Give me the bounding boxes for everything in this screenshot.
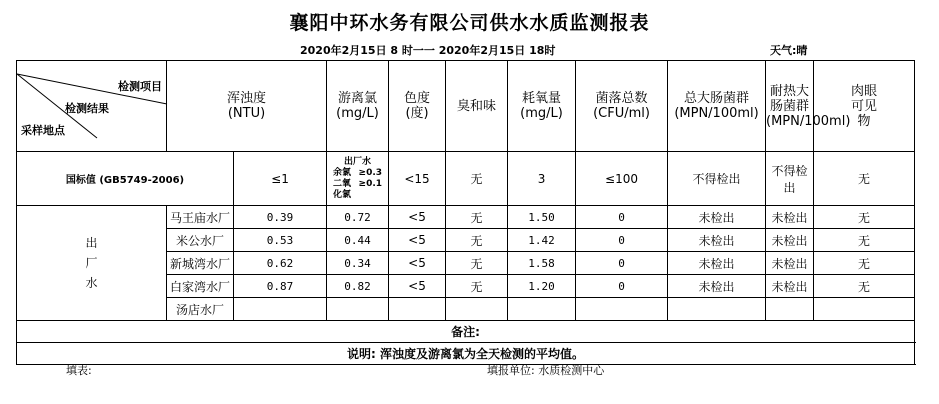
std-color: <15 (389, 152, 446, 206)
coliform-value: 未检出 (668, 252, 766, 275)
std-residual-chlorine-value: ≥0.3 (358, 167, 383, 178)
coliform-value (668, 298, 766, 321)
thermo-coliform-value: 未检出 (766, 206, 814, 229)
chlorine-value: 0.72 (327, 206, 389, 229)
visible-value: 无 (814, 252, 915, 275)
chlorine-value: 0.82 (327, 275, 389, 298)
visible-value: 无 (814, 206, 915, 229)
plant-name: 白家湾水厂 (167, 275, 234, 298)
col-coliform: 总大肠菌群 (MPN/100ml) (668, 61, 766, 152)
col-colony: 菌落总数 (CFU/ml) (576, 61, 668, 152)
odor-value (446, 298, 508, 321)
coliform-value: 未检出 (668, 275, 766, 298)
plant-name: 汤店水厂 (167, 298, 234, 321)
visible-value: 无 (814, 229, 915, 252)
std-residual-chlorine-name: 余氯 (333, 167, 352, 178)
standard-row (17, 152, 915, 206)
report-period: 2020年2月15日 8 时一一 2020年2月15日 18时 (300, 44, 556, 57)
weather-text: 天气:晴 (770, 44, 808, 57)
reporting-unit: 填报单位: 水质检测中心 (487, 364, 605, 377)
odor-value: 无 (446, 275, 508, 298)
visible-value (814, 298, 915, 321)
std-chlorine (327, 152, 389, 206)
coliform-value: 未检出 (668, 229, 766, 252)
std-chlorine-title: 出厂水 (344, 156, 372, 167)
color-value: <5 (389, 275, 446, 298)
std-thermo-coliform: 不得检出 (766, 152, 814, 206)
thermo-coliform-value: 未检出 (766, 275, 814, 298)
odor-value: 无 (446, 252, 508, 275)
turbidity-value: 0.39 (234, 206, 327, 229)
header-row (17, 61, 915, 152)
header-site-label: 采样地点 (21, 124, 65, 137)
note-row (17, 343, 915, 365)
std-oxygen: 3 (508, 152, 576, 206)
turbidity-value (234, 298, 327, 321)
turbidity-value: 0.62 (234, 252, 327, 275)
chlorine-value (327, 298, 389, 321)
header-result-label: 检测结果 (65, 102, 109, 115)
chlorine-value: 0.44 (327, 229, 389, 252)
oxygen-value: 1.42 (508, 229, 576, 252)
std-odor: 无 (446, 152, 508, 206)
odor-value: 无 (446, 229, 508, 252)
col-color: 色度 (度) (389, 61, 446, 152)
thermo-coliform-value: 未检出 (766, 229, 814, 252)
colony-value: 0 (576, 275, 668, 298)
colony-value (576, 298, 668, 321)
plant-name: 马王庙水厂 (167, 206, 234, 229)
oxygen-value: 1.50 (508, 206, 576, 229)
col-thermo-coliform: 耐热大肠菌群 (MPN/100ml) (766, 61, 814, 152)
standard-label: 国标值 (GB5749-2006) (17, 152, 234, 206)
std-chlorine-dioxide-name: 二氧化氯 (333, 178, 352, 200)
note-text: 说明: 浑浊度及游离氯为全天检测的平均值。 (17, 343, 915, 365)
color-value: <5 (389, 206, 446, 229)
plant-name: 新城湾水厂 (167, 252, 234, 275)
thermo-coliform-value (766, 298, 814, 321)
water-quality-table (16, 60, 915, 365)
diagonal-header-cell (17, 61, 167, 152)
std-turbidity: ≤1 (234, 152, 327, 206)
std-chlorine-dioxide-value: ≥0.1 (358, 178, 383, 189)
std-coliform: 不得检出 (668, 152, 766, 206)
filler-label: 填表: (66, 364, 92, 377)
color-value: <5 (389, 252, 446, 275)
col-visible: 肉眼 可见 物 (814, 61, 915, 152)
oxygen-value: 1.58 (508, 252, 576, 275)
color-value: <5 (389, 229, 446, 252)
col-oxygen: 耗氧量 (mg/L) (508, 61, 576, 152)
turbidity-value: 0.87 (234, 275, 327, 298)
chlorine-value: 0.34 (327, 252, 389, 275)
remarks-row (17, 321, 915, 343)
thermo-coliform-value: 未检出 (766, 252, 814, 275)
col-turbidity: 浑浊度 (NTU) (167, 61, 327, 152)
std-visible: 无 (814, 152, 915, 206)
header-item-label: 检测项目 (118, 80, 162, 93)
outlet-water-group-label: 出 厂 水 (17, 206, 167, 321)
oxygen-value (508, 298, 576, 321)
colony-value: 0 (576, 206, 668, 229)
col-chlorine: 游离氯 (mg/L) (327, 61, 389, 152)
report-title: 襄阳中环水务有限公司供水水质监测报表 (289, 12, 650, 34)
visible-value: 无 (814, 275, 915, 298)
coliform-value: 未检出 (668, 206, 766, 229)
colony-value: 0 (576, 252, 668, 275)
colony-value: 0 (576, 229, 668, 252)
turbidity-value: 0.53 (234, 229, 327, 252)
table-row (17, 206, 915, 229)
std-colony: ≤100 (576, 152, 668, 206)
color-value (389, 298, 446, 321)
odor-value: 无 (446, 206, 508, 229)
col-odor: 臭和味 (446, 61, 508, 152)
plant-name: 米公水厂 (167, 229, 234, 252)
oxygen-value: 1.20 (508, 275, 576, 298)
remarks-label: 备注: (17, 321, 915, 343)
